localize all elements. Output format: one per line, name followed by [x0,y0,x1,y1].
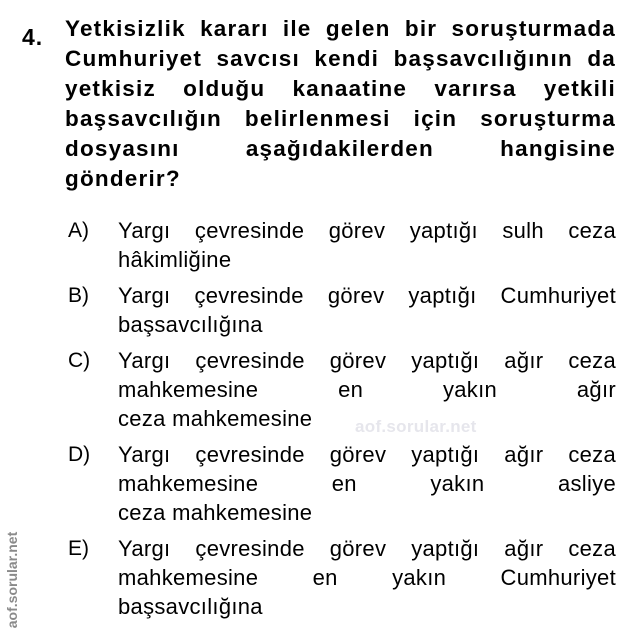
option-line: Yargı çevresinde görev yaptığı Cumhuriyet [118,283,616,308]
option-text [118,440,616,527]
option-line: ceza mahkemesine [118,500,313,525]
question-number: 4. [22,24,44,50]
option-line: mahkemesine en yakın Cumhuriyet [118,565,616,590]
question-line: dosyasını aşağıdakilerden hangisine [65,136,616,161]
option-text [118,281,616,339]
question-text [65,14,616,194]
question-line: Yetkisizlik kararı ile gelen bir soruşturmada [65,16,616,41]
option-line: mahkemesine en yakın asliye [118,471,616,496]
option-line: mahkemesine en yakın ağır [118,377,616,402]
option-letter: D) [68,443,91,466]
option-line: Yargı çevresinde görev yaptığı ağır ceza [118,442,616,467]
question-line: gönderir? [65,166,181,191]
option-line: hâkimliğine [118,247,232,272]
option-text [118,534,616,621]
option-letter: E) [68,537,89,560]
question-line: yetkisiz olduğu kanaatine varırsa yetkili [65,76,616,101]
watermark-center: aof.sorular.net [355,417,477,436]
option-text [118,216,616,274]
option-letter: B) [68,284,89,307]
option-line: ceza mahkemesine [118,406,313,431]
option-line: başsavcılığına [118,312,263,337]
option-line: başsavcılığına [118,594,263,619]
option-letter: A) [68,219,89,242]
watermark-side: aof.sorular.net [4,531,20,629]
option-line: Yargı çevresinde görev yaptığı ağır ceza [118,536,616,561]
question-line: başsavcılığın belirlenmesi için soruşturma [65,106,616,131]
question-line: Cumhuriyet savcısı kendi başsavcılığının da [65,46,616,71]
option-letter: C) [68,349,91,372]
option-line: Yargı çevresinde görev yaptığı sulh ceza [118,218,616,243]
option-line: Yargı çevresinde görev yaptığı ağır ceza [118,348,616,373]
